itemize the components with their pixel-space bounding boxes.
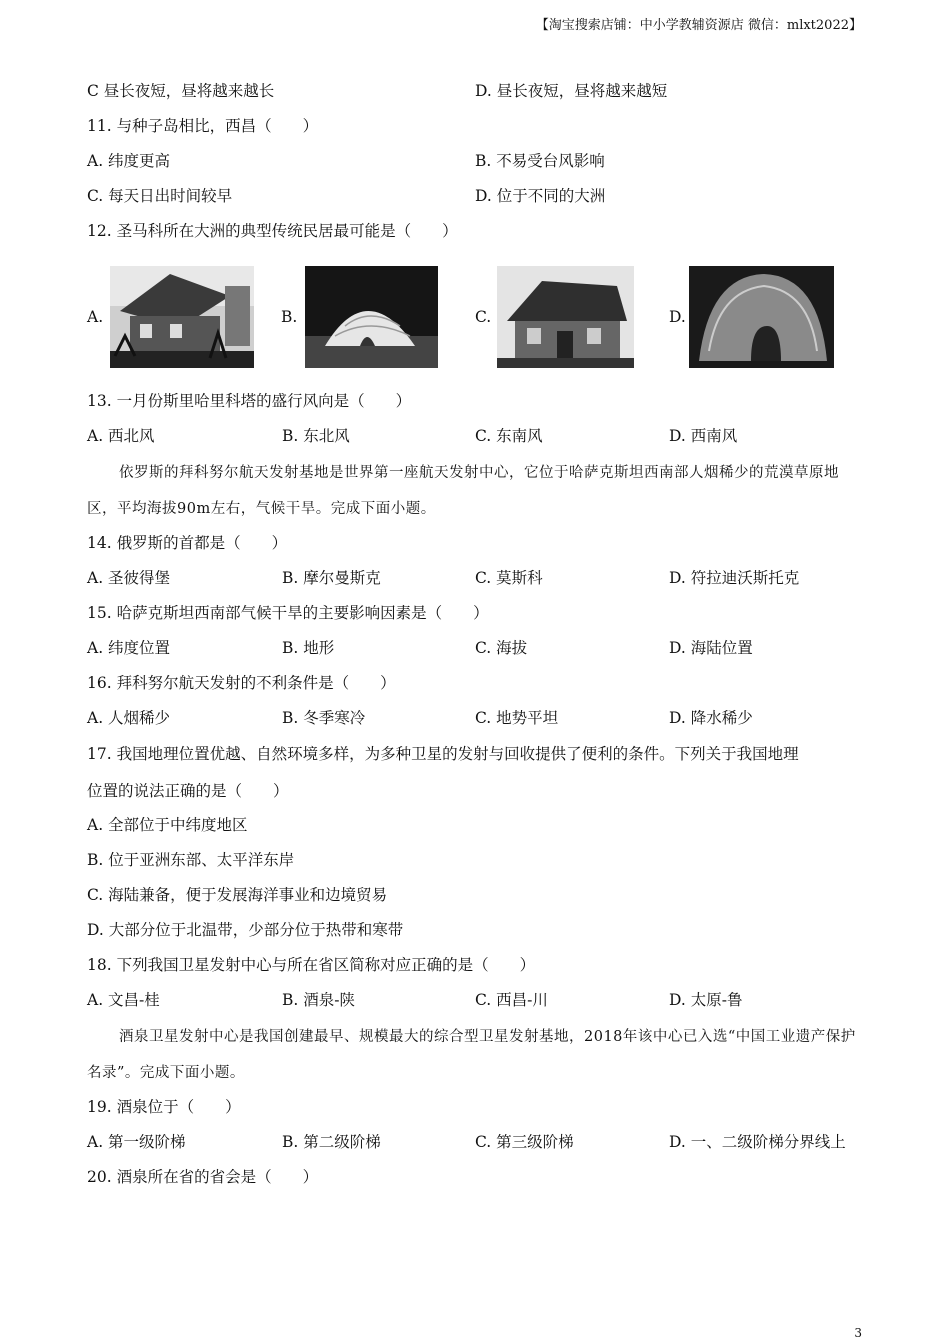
q14-stem: 14. 俄罗斯的首都是（ ）: [87, 534, 288, 552]
q18-option-d: D. 太原-鲁: [669, 991, 743, 1009]
q18-option-c: C. 西昌-川: [475, 991, 548, 1009]
q14-option-a: A. 圣彼得堡: [87, 569, 171, 587]
q15-option-c: C. 海拔: [475, 639, 528, 657]
q15-option-d: D. 海陆位置: [669, 639, 753, 657]
page-number: 3: [854, 1326, 862, 1340]
q17-option-c: C. 海陆兼备，便于发展海洋事业和边境贸易: [87, 886, 388, 904]
house-photo-a: [110, 266, 254, 368]
passage-jiuquan: 酒泉卫星发射中心是我国创建最早、规模最大的综合型卫星发射基地，2018年该中心已入选“中国工业遗产保护名录”。完成下面小题。: [87, 1029, 856, 1081]
q11-stem: 11. 与种子岛相比，西昌（ ）: [87, 117, 319, 135]
q20-stem: 20. 酒泉所在省的省会是（ ）: [87, 1168, 319, 1186]
q17-option-a: A. 全部位于中纬度地区: [87, 816, 248, 834]
page-header: 【淘宝搜索店铺：中小学教辅资源店 微信：mlxt2022】: [535, 18, 862, 33]
q11-option-d: D. 位于不同的大洲: [475, 187, 606, 205]
q19-option-c: C. 第三级阶梯: [475, 1133, 574, 1151]
q16-option-c: C. 地势平坦: [475, 709, 559, 727]
q11-option-c: C. 每天日出时间较早: [87, 187, 233, 205]
q13-option-d: D. 西南风: [669, 427, 738, 445]
q16-option-b: B. 冬季寒冷: [282, 709, 366, 727]
q18-stem: 18. 下列我国卫星发射中心与所在省区简称对应正确的是（ ）: [87, 956, 536, 974]
q12-label-d: D.: [669, 308, 686, 326]
q19-option-a: A. 第一级阶梯: [87, 1133, 186, 1151]
q13-option-b: B. 东北风: [282, 427, 350, 445]
q17-option-d: D. 大部分位于北温带，少部分位于热带和寒带: [87, 921, 404, 939]
q11-option-a: A. 纬度更高: [87, 152, 171, 170]
hut-photo-d: [689, 266, 834, 368]
q16-option-d: D. 降水稀少: [669, 709, 753, 727]
q14-option-c: C. 莫斯科: [475, 569, 543, 587]
house-photo-c: [497, 266, 634, 368]
q15-option-a: A. 纬度位置: [87, 639, 171, 657]
q17-stem-line2: 位置的说法正确的是（ ）: [87, 782, 289, 800]
q17-option-b: B. 位于亚洲东部、太平洋东岸: [87, 851, 295, 869]
q15-option-b: B. 地形: [282, 639, 335, 657]
igloo-photo-b: [305, 266, 438, 368]
q10-option-d: D. 昼长夜短，昼将越来越短: [475, 82, 668, 100]
q16-stem: 16. 拜科努尔航天发射的不利条件是（ ）: [87, 674, 396, 692]
passage-baikonur: 依罗斯的拜科努尔航天发射基地是世界第一座航天发射中心，它位于哈萨克斯坦西南部人烟稀少的荒漠草原地区，平均海拔90m左右，气候干旱。完成下面小题。: [87, 465, 839, 517]
q12-label-c: C.: [475, 308, 492, 326]
q16-option-a: A. 人烟稀少: [87, 709, 171, 727]
q19-option-d: D. 一、二级阶梯分界线上: [669, 1133, 846, 1151]
q12-stem: 12. 圣马科所在大洲的典型传统民居最可能是（ ）: [87, 222, 458, 240]
q14-option-b: B. 摩尔曼斯克: [282, 569, 381, 587]
q10-option-c: C 昼长夜短，昼将越来越长: [87, 82, 275, 100]
q11-option-b: B. 不易受台风影响: [475, 152, 605, 170]
q14-option-d: D. 符拉迪沃斯托克: [669, 569, 800, 587]
q12-label-b: B.: [281, 308, 298, 326]
q19-stem: 19. 酒泉位于（ ）: [87, 1098, 241, 1116]
q12-label-a: A.: [87, 308, 104, 326]
q13-stem: 13. 一月份斯里哈里科塔的盛行风向是（ ）: [87, 392, 412, 410]
q13-option-a: A. 西北风: [87, 427, 155, 445]
q18-option-a: A. 文昌-桂: [87, 991, 160, 1009]
q19-option-b: B. 第二级阶梯: [282, 1133, 381, 1151]
q18-option-b: B. 酒泉-陕: [282, 991, 355, 1009]
q13-option-c: C. 东南风: [475, 427, 543, 445]
q15-stem: 15. 哈萨克斯坦西南部气候干旱的主要影响因素是（ ）: [87, 604, 489, 622]
q17-stem-line1: 17. 我国地理位置优越、自然环境多样，为多种卫星的发射与回收提供了便利的条件。下列关于我国地理: [87, 745, 799, 763]
